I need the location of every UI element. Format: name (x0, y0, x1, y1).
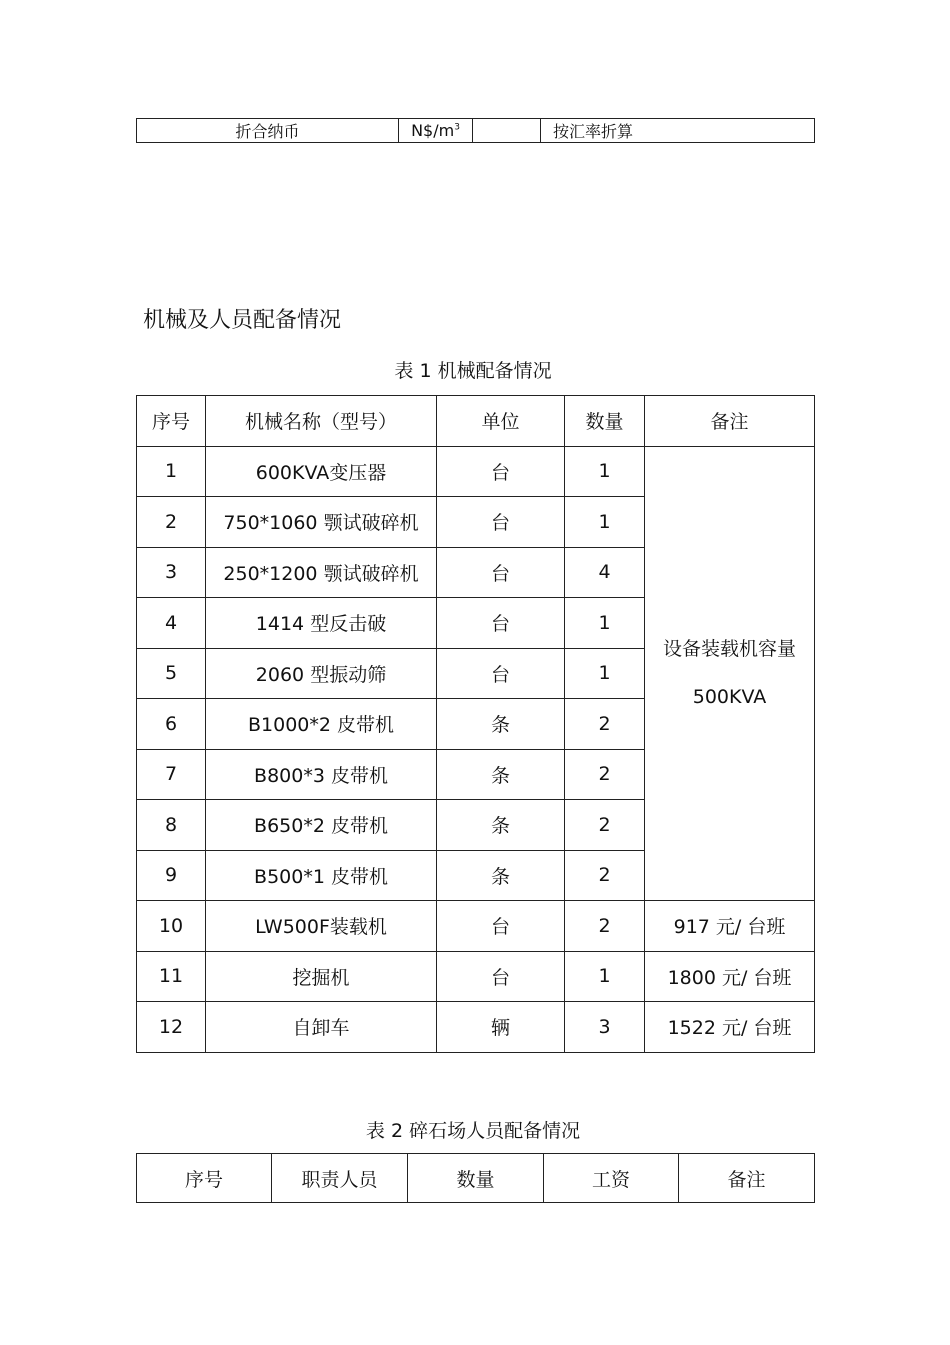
exchange-rate-table (136, 118, 815, 143)
row-number-cell: 11 (137, 951, 206, 1002)
header-cell: 序号 (137, 1154, 272, 1203)
machine-name-cell: 1414 型反击破 (206, 598, 437, 649)
table2-caption: 表 2 碎石场人员配备情况 (365, 1120, 581, 1142)
row-number-cell: 9 (137, 850, 206, 901)
row-number-cell: 2 (137, 497, 206, 548)
quantity-cell: 3 (565, 1002, 645, 1053)
unit-superscript: 3 (454, 122, 460, 133)
row-number-cell: 6 (137, 699, 206, 750)
header-cell: 备注 (679, 1154, 815, 1203)
row-number-cell: 8 (137, 800, 206, 851)
quantity-cell: 2 (565, 699, 645, 750)
machine-name-cell: 挖掘机 (206, 951, 437, 1002)
row-number-cell: 3 (137, 547, 206, 598)
unit-cell: 辆 (437, 1002, 565, 1053)
quantity-cell: 2 (565, 800, 645, 851)
table-row (137, 951, 815, 1002)
machine-name-cell: B1000*2 皮带机 (206, 699, 437, 750)
quantity-cell: 2 (565, 901, 645, 952)
row-number-cell: 4 (137, 598, 206, 649)
header-cell: 备注 (645, 396, 815, 447)
machine-name-cell: 250*1200 颚试破碎机 (206, 547, 437, 598)
machine-name-cell: 600KVA变压器 (206, 446, 437, 497)
unit-cell: 台 (437, 901, 565, 952)
personnel-table (136, 1153, 815, 1203)
note-cell: 917 元/ 台班 (645, 901, 815, 952)
section-heading: 机械及人员配备情况 (143, 308, 342, 333)
unit-cell: 条 (437, 699, 565, 750)
unit-cell: 台 (437, 446, 565, 497)
unit-cell: 条 (437, 749, 565, 800)
note-cell: 1522 元/ 台班 (645, 1002, 815, 1053)
unit-cell: 条 (437, 800, 565, 851)
row-number-cell: 7 (137, 749, 206, 800)
merged-note-cell: 设备装载机容量 500KVA (645, 446, 815, 901)
quantity-cell: 2 (565, 850, 645, 901)
header-cell: 数量 (565, 396, 645, 447)
unit-text: N$/m (411, 121, 455, 140)
note-cell: 1800 元/ 台班 (645, 951, 815, 1002)
unit-cell: 台 (437, 648, 565, 699)
quantity-cell: 2 (565, 749, 645, 800)
machine-name-cell: B800*3 皮带机 (206, 749, 437, 800)
unit-cell: 台 (437, 951, 565, 1002)
quantity-cell: 1 (565, 648, 645, 699)
quantity-cell: 1 (565, 446, 645, 497)
row-number-cell: 12 (137, 1002, 206, 1053)
table-row (137, 901, 815, 952)
quantity-cell: 4 (565, 547, 645, 598)
table-row (137, 446, 815, 497)
unit-cell: 台 (437, 598, 565, 649)
machine-name-cell: 自卸车 (206, 1002, 437, 1053)
unit-cell: 台 (437, 547, 565, 598)
table-row (137, 1002, 815, 1053)
unit-cell (399, 119, 473, 143)
row-number-cell: 5 (137, 648, 206, 699)
item-name-cell: 折合纳币 (137, 119, 399, 143)
row-number-cell: 1 (137, 446, 206, 497)
table1-caption: 表 1 机械配备情况 (394, 360, 552, 382)
table-header-row (137, 396, 815, 447)
machine-name-cell: B500*1 皮带机 (206, 850, 437, 901)
table-row (137, 119, 815, 143)
quantity-cell: 1 (565, 598, 645, 649)
machine-name-cell: LW500F装载机 (206, 901, 437, 952)
unit-cell: 条 (437, 850, 565, 901)
header-cell: 序号 (137, 396, 206, 447)
header-cell: 工资 (544, 1154, 679, 1203)
header-cell: 单位 (437, 396, 565, 447)
header-cell: 数量 (408, 1154, 544, 1203)
machine-name-cell: B650*2 皮带机 (206, 800, 437, 851)
unit-cell: 台 (437, 497, 565, 548)
quantity-cell: 1 (565, 497, 645, 548)
header-cell: 职责人员 (272, 1154, 408, 1203)
note-cell: 按汇率折算 (541, 119, 815, 143)
quantity-cell: 1 (565, 951, 645, 1002)
machine-name-cell: 2060 型振动筛 (206, 648, 437, 699)
table-header-row (137, 1154, 815, 1203)
value-cell (473, 119, 541, 143)
machinery-table (136, 395, 815, 1053)
row-number-cell: 10 (137, 901, 206, 952)
machine-name-cell: 750*1060 颚试破碎机 (206, 497, 437, 548)
header-cell: 机械名称（型号） (206, 396, 437, 447)
